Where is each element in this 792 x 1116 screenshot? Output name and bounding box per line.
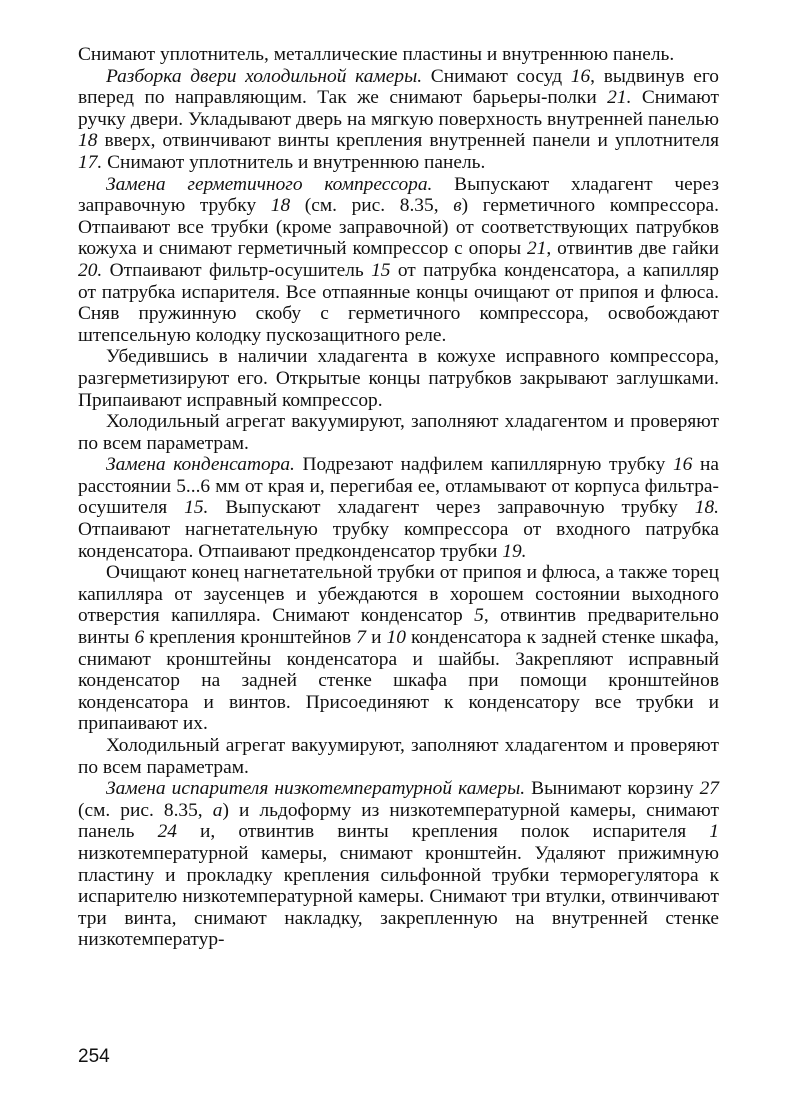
italic-run: 15	[371, 259, 391, 281]
italic-run: 20.	[78, 259, 103, 281]
italic-run: 21.	[607, 87, 632, 109]
text-run: , отвинтив две гайки	[546, 238, 719, 260]
italic-run: 5	[474, 605, 484, 627]
text-run: (см. рис. 8.35,	[290, 195, 454, 217]
text-run: Отпаивают фильтр-осушитель	[102, 259, 372, 281]
text-run: Убедившись в наличии хладагента в кожухе исправного компрессора, разгерметизируют его. Открытые концы патрубков закрывают заглушками. Припаивают исправный компрессор.	[78, 346, 719, 411]
text-run: низкотемпературной камеры, снимают кронштейн. Удаляют прижимную пластину и прокладку крепления сильфонной трубки терморегулятора к испарителю низкотемпературной камеры. Снимают три втулки, отвинчивают три винта, снимают накладку, закрепленную на внутренней стенке низкотемператур-	[78, 842, 719, 951]
text-run: Снимают уплотнитель и внутреннюю панель.	[102, 151, 486, 173]
italic-run: 1	[709, 821, 719, 843]
paragraph	[78, 454, 719, 562]
page-number: 254	[78, 1046, 110, 1067]
text-run: Очищают конец нагнетательной трубки от припоя и флюса, а также торец капилляра от заусенцев и убеждаются в хорошем состоянии выходного отверстия капилляра. Снимают конденсатор	[78, 562, 719, 627]
paragraph	[78, 411, 719, 454]
italic-run: 27	[699, 778, 719, 800]
text-run: вверх, отвинчивают винты крепления внутренней панели и уплотнителя	[97, 130, 719, 152]
italic-run: 18	[270, 195, 291, 217]
italic-run: а	[212, 799, 223, 821]
italic-run: 10	[386, 627, 406, 649]
text-run: ) и льдоформу из низкотемпературной камеры, снимают панель	[78, 799, 719, 843]
italic-run: 18.	[694, 497, 720, 519]
text-run: Отпаивают нагнетательную трубку компрессора от входного патрубка конденсатора. Отпаивают предконденсатор трубки	[78, 519, 719, 562]
paragraph	[78, 44, 719, 66]
italic-run: Замена герметичного компрессора.	[106, 173, 433, 195]
text-run: Выпускают хладагент через заправочную трубку	[208, 497, 695, 519]
text-run: Вынимают корзину	[525, 778, 700, 800]
text-run: и	[366, 627, 387, 649]
italic-run: Разборка двери холодильной камеры.	[106, 65, 423, 87]
body-text	[78, 44, 719, 951]
italic-run: 6	[134, 627, 145, 649]
text-run: Снимают сосуд	[422, 65, 571, 87]
italic-run: 16	[672, 454, 693, 476]
text-run: (см. рис. 8.35,	[78, 799, 213, 821]
text-run: Снимают уплотнитель, металлические пластины и внутреннюю панель.	[78, 44, 675, 65]
text-run: Холодильный агрегат вакуумируют, заполняют хладагентом и проверяют по всем параметрам.	[78, 735, 719, 778]
italic-run: 7	[356, 627, 366, 649]
text-run: Снимают ручку двери. Укладывают дверь на мягкую поверхность внутренней панелью	[78, 87, 720, 130]
italic-run: 21	[527, 238, 547, 260]
text-run: Подрезают надфилем капиллярную трубку	[294, 454, 673, 476]
text-run: Выпускают хладагент через заправочную трубку	[78, 173, 719, 217]
italic-run: 17.	[78, 151, 103, 173]
text-run: крепления кронштейнов	[144, 627, 357, 649]
paragraph	[78, 778, 719, 951]
italic-run: Замена испарителя низкотемпературной камеры.	[106, 778, 526, 800]
paragraph	[78, 346, 719, 411]
paragraph	[78, 66, 719, 174]
text-run: на расстоянии 5...6 мм от края и, перегибая ее, отламывают от корпуса фильтра-осушителя	[78, 454, 719, 519]
text-run: , выдвинув его вперед по направляющим. Так же снимают барьеры-полки	[78, 65, 719, 109]
paragraph	[78, 562, 719, 735]
paragraph	[78, 174, 719, 347]
paragraph	[78, 735, 719, 778]
italic-run: 15.	[184, 497, 209, 519]
italic-run: 16	[570, 65, 591, 87]
italic-run: Замена конденсатора.	[106, 454, 295, 476]
italic-run: 24	[157, 821, 177, 843]
text-run: ) герметичного компрессора. Отпаивают все трубки (кроме заправочной) от соответствующих патрубков кожуха и снимают герметичный компрессор с опоры	[78, 195, 719, 260]
italic-run: 18	[78, 130, 98, 152]
italic-run: 19.	[502, 540, 527, 562]
text-run: от патрубка конденсатора, а капилляр от патрубка испарителя. Все отпаянные концы очищают от припоя и флюса. Сняв пружинную скобу с герметичного компрессора, освобождают штепсельную колодку пускозащитного реле.	[78, 259, 719, 346]
italic-run: в	[453, 195, 462, 217]
text-run: Холодильный агрегат вакуумируют, заполняют хладагентом и проверяют по всем параметрам.	[78, 411, 719, 454]
text-run: и, отвинтив винты крепления полок испарителя	[176, 821, 710, 843]
text-run: конденсатора к задней стенке шкафа, снимают кронштейны конденсатора и шайбы. Закрепляют исправный конденсатор на задней стенке шкафа при помощи кронштейнов конденсатора и винтов. Присоединяют к конденсатору все трубки и припаивают их.	[78, 627, 720, 735]
text-run: , отвинтив предварительно винты	[78, 605, 719, 649]
